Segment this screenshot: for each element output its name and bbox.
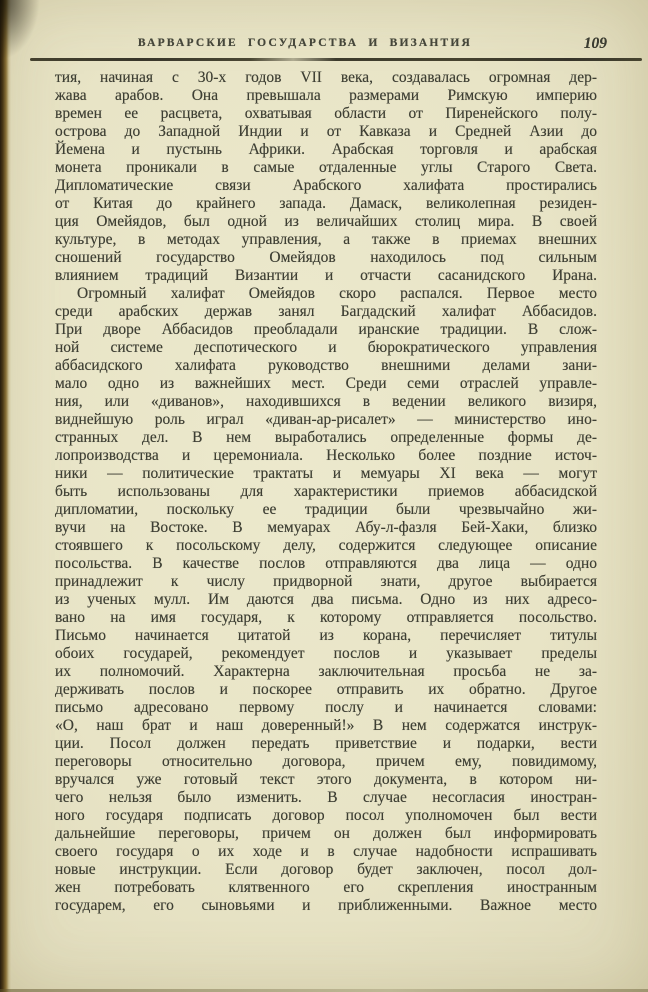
text-line: времен ее расцвета, охватывая области от Пиренейского полу- — [55, 105, 597, 122]
text-line: чего нельзя было изменить. В случае несогласия иностран- — [55, 789, 597, 806]
text-line: виднейшую роль играл «диван-ар-рисалет» — министерство ино- — [55, 411, 597, 428]
text-line: от Китая до крайнего запада. Дамаск, великолепная резиден- — [55, 195, 597, 212]
text-line: дипломатии, поскольку ее традиции были чрезвычайно жи- — [55, 501, 597, 518]
text-line: дальнейшие переговоры, причем он должен был информировать — [55, 825, 597, 842]
text-line: из ученых мулл. Им даются два письма. Одно из них адресо- — [55, 591, 597, 608]
text-line: вано на имя государя, к которому отправляется посольство. — [55, 609, 597, 626]
text-line: новые инструкции. Если договор будет заключен, посол дол- — [55, 861, 597, 878]
text-line: При дворе Аббасидов преобладали иранские традиции. В слож- — [55, 321, 597, 338]
text-line: мало одно из важнейших мест. Среди семи отраслей управле- — [55, 375, 597, 392]
text-line: лопроизводства и церемониала. Несколько более поздние источ- — [55, 447, 597, 464]
text-line: странных дел. В нем выработались определенные формы де- — [55, 429, 597, 446]
text-line: «О, наш брат и наш доверенный!» В нем содержатся инструк- — [55, 717, 597, 734]
text-line: быть использованы для характеристики приемов аббасидской — [55, 483, 597, 500]
text-line: вручался уже готовый текст этого документа, в котором ни- — [55, 771, 597, 788]
text-line: государем, его сыновьями и приближенными. Важное место — [55, 897, 597, 914]
text-line: влиянием традиций Византии и отчасти сасанидского Ирана. — [55, 267, 597, 284]
text-line: Письмо начинается цитатой из корана, перечисляет титулы — [55, 627, 597, 644]
page-number: 109 — [583, 35, 607, 52]
text-line: ники — политические трактаты и мемуары XI века — могут — [55, 465, 597, 482]
text-line: стоявшего к посольскому делу, содержится следующее описание — [55, 537, 597, 554]
text-line: вучи на Востоке. В мемуарах Абу-л-фазля Бей-Хаки, близко — [55, 519, 597, 536]
text-line: тия, начиная с 30-х годов VII века, создавалась огромная дер- — [55, 69, 597, 86]
text-line: Огромный халифат Омейядов скоро распался. Первое место — [77, 285, 597, 302]
running-title: ВАРВАРСКИЕ ГОСУДАРСТВА И ВИЗАНТИЯ — [137, 37, 473, 49]
text-line: посольства. В качестве послов отправляются два лица — одно — [55, 555, 597, 572]
text-line: обоих государей, рекомендует послов и указывает пределы — [55, 645, 597, 662]
text-line: культуре, в методах управления, а также в приемах внешних — [55, 231, 597, 248]
text-line: принадлежит к числу придворной знати, другое выбирается — [55, 573, 597, 590]
text-line: ции. Посол должен передать приветствие и подарки, вести — [55, 735, 597, 752]
text-line: монета проникали в самые отдаленные углы Старого Света. — [55, 159, 597, 176]
text-line: ного государя подписать договор посол уполномочен был вести — [55, 807, 597, 824]
page-header — [40, 35, 607, 55]
text-line: аббасидского халифата руководство внешними делами зани- — [55, 357, 597, 374]
text-line: переговоры относительно договора, причем ему, повидимому, — [55, 753, 597, 770]
text-line: Дипломатические связи Арабского халифата простирались — [55, 177, 597, 194]
text-line: сношений государство Омейядов находилось под сильным — [55, 249, 597, 266]
text-line: ной системе деспотического и бюрократического управления — [55, 339, 597, 356]
text-line: ция Омейядов, был одной из величайших столиц мира. В своей — [55, 213, 597, 230]
text-line: своего государя о их ходе и в случае надобности испрашивать — [55, 843, 597, 860]
text-line: острова до Западной Индии и от Кавказа и Средней Азии до — [55, 123, 597, 140]
text-line: жава арабов. Она превышала размерами Римскую империю — [55, 87, 597, 104]
text-line: письмо адресовано первому послу и начинается словами: — [55, 699, 597, 716]
text-line: ния, или «диванов», находившихся в ведении великого визиря, — [55, 393, 597, 410]
text-line: держивать послов и поскорее отправить их обратно. Другое — [55, 681, 597, 698]
text-line: среди арабских держав занял Багдадский халифат Аббасидов. — [55, 303, 597, 320]
text-line: Йемена и пустынь Африки. Арабская торговля и арабская — [55, 141, 597, 158]
text-line: жен потребовать клятвенного его скрепления иностранным — [55, 879, 597, 896]
book-binding-edge — [0, 0, 11, 992]
header-rule — [30, 58, 642, 61]
body-text — [55, 69, 597, 915]
text-line: их полномочий. Характерна заключительная просьба не за- — [55, 663, 597, 680]
